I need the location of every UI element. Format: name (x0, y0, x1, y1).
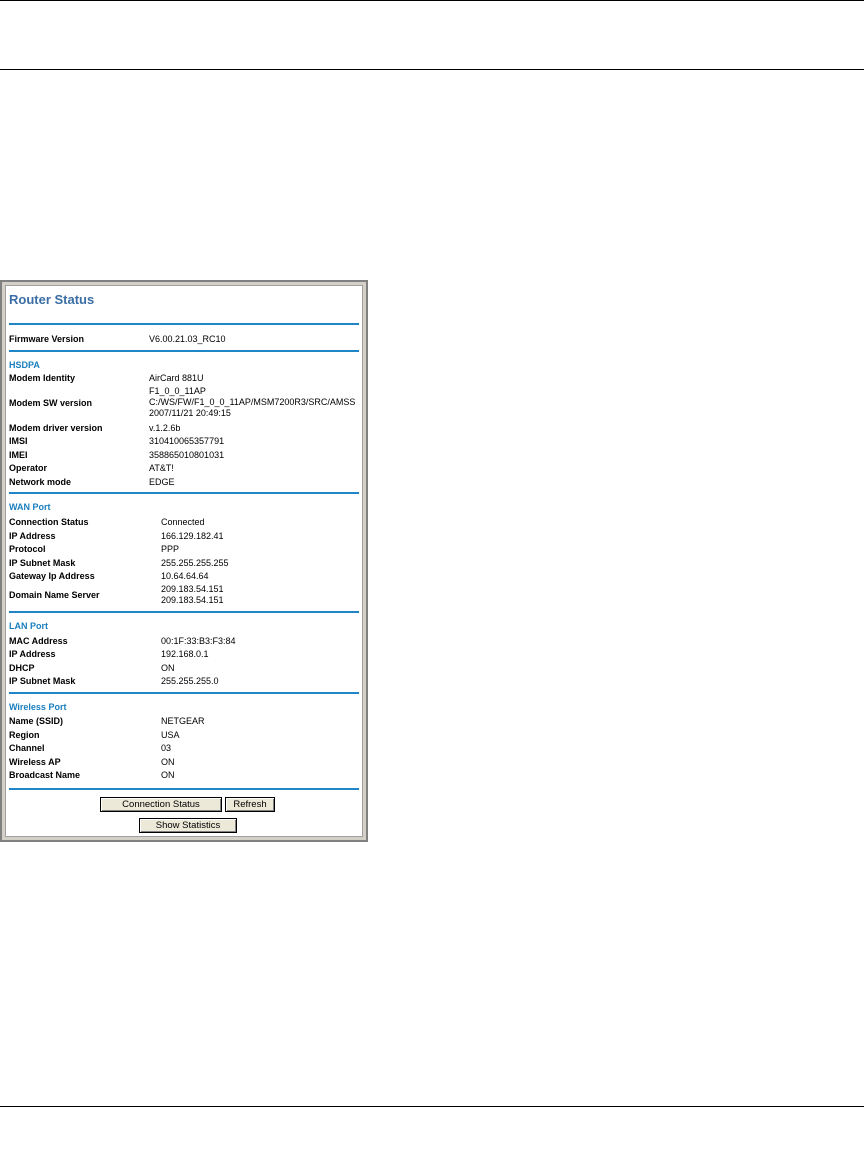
firmware-label: Firmware Version (9, 334, 85, 344)
divider (9, 692, 359, 694)
row-value: 255.255.255.255 (161, 558, 229, 568)
row-label: Modem SW version (9, 398, 93, 408)
row-label: Gateway Ip Address (9, 571, 95, 581)
row-label: Region (9, 730, 40, 740)
router-status-screenshot (0, 280, 368, 842)
refresh-button[interactable]: Refresh (225, 797, 275, 812)
row-value: F1_0_0_11AP (149, 386, 206, 396)
row-value: 2007/11/21 20:49:15 (149, 408, 231, 418)
row-label: Wireless AP (9, 757, 61, 767)
row-value: 209.183.54.151 (161, 584, 224, 594)
section-heading-wan: WAN Port (9, 502, 51, 512)
firmware-value: V6.00.21.03_RC10 (149, 334, 226, 344)
section-heading-wireless: Wireless Port (9, 702, 67, 712)
show-statistics-button[interactable]: Show Statistics (139, 818, 237, 833)
row-label: Operator (9, 463, 48, 473)
row-value: 358865010801031 (149, 450, 225, 460)
row-value: 255.255.255.0 (161, 676, 219, 686)
row-value: 310410065357791 (149, 436, 225, 446)
router-status-panel (5, 285, 363, 837)
row-label: IP Subnet Mask (9, 558, 76, 568)
row-value: ON (161, 663, 175, 673)
divider (9, 350, 359, 352)
row-value: AT&T! (149, 463, 174, 473)
row-label: Protocol (9, 544, 46, 554)
row-value: 209.183.54.151 (161, 595, 224, 605)
divider (9, 788, 359, 790)
row-value: PPP (161, 544, 180, 554)
hsdpa-row (9, 386, 359, 419)
row-value: C:/WS/FW/F1_0_0_11AP/MSM7200R3/SRC/AMSS (149, 397, 356, 407)
row-value: ON (161, 770, 175, 780)
row-value: 166.129.182.41 (161, 531, 224, 541)
row-value: 192.168.0.1 (161, 649, 209, 659)
row-label: DHCP (9, 663, 35, 673)
row-label: IMEI (9, 450, 28, 460)
row-value: 03 (161, 743, 172, 753)
row-label: Name (SSID) (9, 716, 64, 726)
row-label: Modem driver version (9, 423, 103, 433)
row-value: AirCard 881U (149, 373, 204, 383)
row-value: ON (161, 757, 175, 767)
section-heading-hsdpa: HSDPA (9, 360, 40, 370)
wan-row (9, 584, 359, 606)
page-header-rule (0, 69, 864, 70)
row-label: Modem Identity (9, 373, 76, 383)
section-heading-lan: LAN Port (9, 621, 48, 631)
row-label: Network mode (9, 477, 72, 487)
page-footer-rule (0, 1106, 864, 1107)
row-label: Domain Name Server (9, 590, 100, 600)
row-label: IP Address (9, 531, 56, 541)
row-value: NETGEAR (161, 716, 205, 726)
page-title: Router Status (9, 292, 95, 307)
row-value: USA (161, 730, 180, 740)
row-label: IMSI (9, 436, 28, 446)
row-label: Channel (9, 743, 45, 753)
divider (9, 611, 359, 613)
row-value: v.1.2.6b (149, 423, 181, 433)
row-label: IP Subnet Mask (9, 676, 76, 686)
row-label: IP Address (9, 649, 56, 659)
row-value: 10.64.64.64 (161, 571, 209, 581)
row-label: Broadcast Name (9, 770, 81, 780)
connection-status-button[interactable]: Connection Status (100, 797, 222, 812)
row-label: MAC Address (9, 636, 68, 646)
row-value: Connected (161, 517, 205, 527)
row-value: EDGE (149, 477, 175, 487)
row-value: 00:1F:33:B3:F3:84 (161, 636, 236, 646)
divider (9, 492, 359, 494)
divider (9, 323, 359, 325)
row-label: Connection Status (9, 517, 89, 527)
page-top-rule (0, 0, 864, 1)
